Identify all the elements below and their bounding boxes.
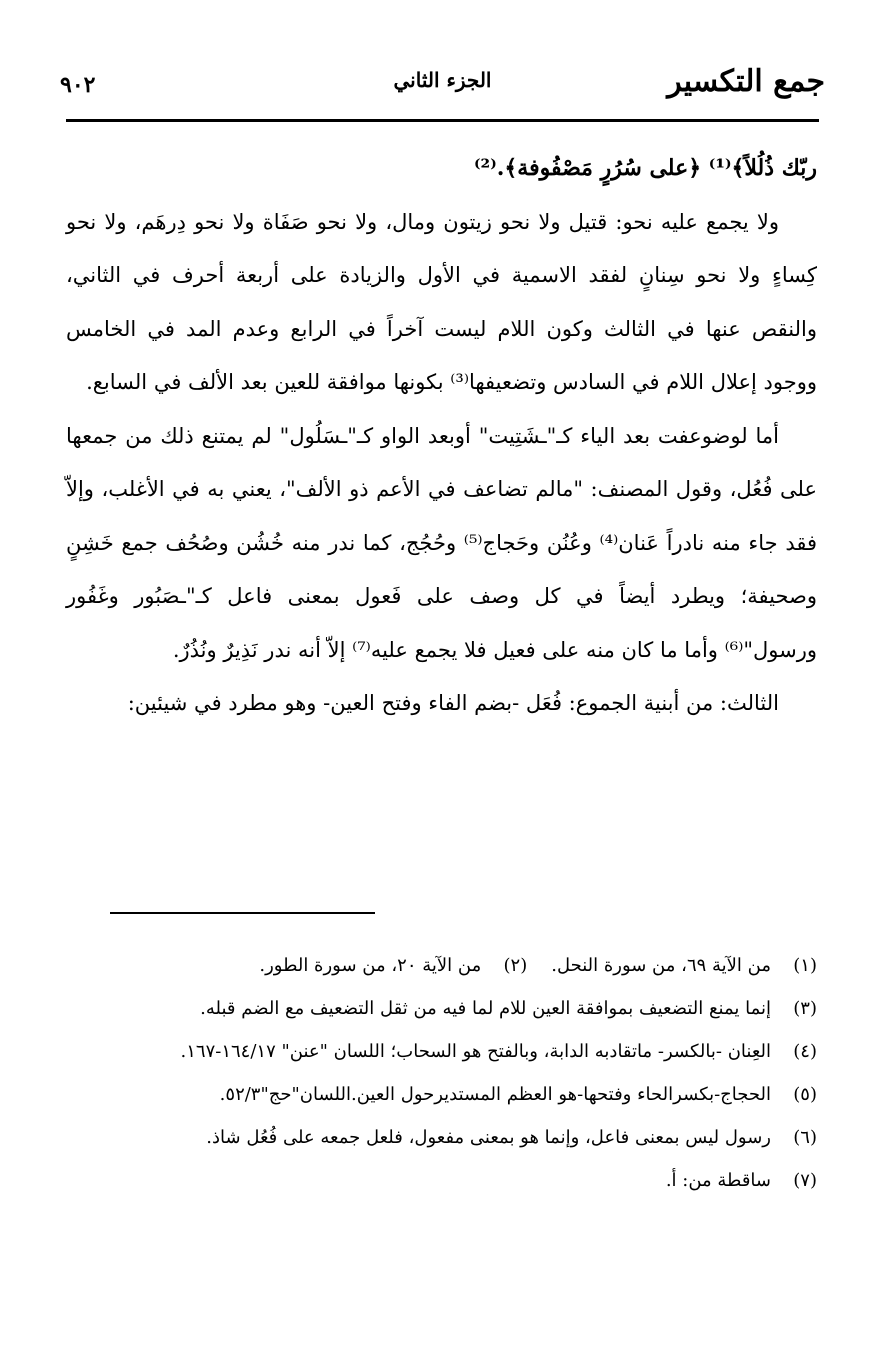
footnote-text: من الآية ٢٠، من سورة الطور. — [259, 955, 482, 976]
main-text — [66, 142, 817, 731]
footnote-row-1-2 — [66, 944, 817, 987]
page-number: ٩٠٢ — [60, 72, 96, 98]
footnote-4 — [66, 1030, 817, 1073]
footnote-number: (٦) — [793, 1127, 817, 1148]
footnote-number: (٢) — [503, 955, 528, 976]
footnote-3 — [66, 987, 817, 1030]
footnote-number: (٥) — [793, 1084, 817, 1105]
footnote-number: (٣) — [793, 998, 817, 1019]
paragraph-3: الثالث: من أبنية الجموع: فُعَل -بضم الفاء وفتح العين- وهو مطرد في شيئين: — [127, 691, 779, 715]
footnote-text: ساقطة من: أ. — [665, 1170, 771, 1191]
footnote-text: العِنان -بالكسر- ماتقادبه الدابة، وبالفتح هو السحاب؛ اللسان "عنن" ١٦٤/١٧-١٦٧. — [180, 1041, 771, 1062]
paragraph-2: أما لوضوعفت بعد الياء كـ"ـشَتِيت" أوبعد الواو كـ"ـسَلُول" لم يمتنع ذلك من جمعها على فُعُل، وقول المصنف: "مالم تضاعف في الأعم ذو الألف"، يعني به في الأغلب، وإلاّ فقد جاء منه نادراً عَنان⁽⁴⁾ وعُنُن وحَجاج⁽⁵⁾ وحُجُج، كما ندر منه خُشُن وصُحُف جمع خَشِنٍ وصحيفة؛ ويطرد أيضاً في كل وصف على فَعول بمعنى فاعل كـ"ـصَبُور وغَفُور ورسول"⁽⁶⁾ وأما ما كان منه على فعيل فلا يجمع عليه⁽⁷⁾ إلاّ أنه ندر نَذِيرٌ ونُذُرٌ. — [66, 423, 817, 662]
footnote-2 — [259, 944, 527, 987]
footnotes — [66, 944, 817, 1202]
chapter-title: جمع التكسير — [667, 64, 825, 99]
footnote-number: (٤) — [793, 1041, 817, 1062]
footnote-7 — [66, 1159, 817, 1202]
footnote-1 — [551, 944, 817, 987]
footnote-text: الحجاج-بكسرالحاء وفتحها-هو العظم المستديرحول العين.اللسان"حج"٥٢/٣. — [219, 1084, 771, 1105]
footnote-5 — [66, 1073, 817, 1116]
footnote-number: (٧) — [793, 1170, 817, 1191]
quran-quote-line: ربّك ذُلُلاً﴾⁽¹⁾ ﴿على سُرُرٍ مَصْفُوفة﴾.⁽²⁾ — [473, 155, 817, 181]
footnote-number: (١) — [793, 955, 817, 976]
paragraph-1: ولا يجمع عليه نحو: قتيل ولا نحو زيتون ومال، ولا نحو صَفَاة ولا نحو دِرهَم، ولا نحو كِساءٍ ولا نحو سِنانٍ لفقد الاسمية في الأول والزيادة على أربعة أحرف في الثاني، والنقص عنها في الثالث وكون اللام ليست آخراً في الرابع وعدم المد في الخامس ووجود إعلال اللام في السادس وتضعيفها⁽³⁾ بكونها موافقة للعين بعد الألف في السابع. — [66, 209, 817, 394]
header-rule — [66, 119, 819, 122]
part-label: الجزء الثاني — [393, 68, 492, 92]
footnote-text: رسول ليس بمعنى فاعل، وإنما هو بمعنى مفعول، فلعل جمعه على فُعُل شاذ. — [206, 1127, 771, 1148]
page-header — [60, 58, 825, 114]
footnote-text: من الآية ٦٩، من سورة النحل. — [551, 955, 771, 976]
footnote-text: إنما يمنع التضعيف بموافقة العين للام لما فيه من ثقل التضعيف مع الضم قبله. — [200, 998, 771, 1019]
footnote-6 — [66, 1116, 817, 1159]
footnote-separator — [110, 912, 375, 914]
